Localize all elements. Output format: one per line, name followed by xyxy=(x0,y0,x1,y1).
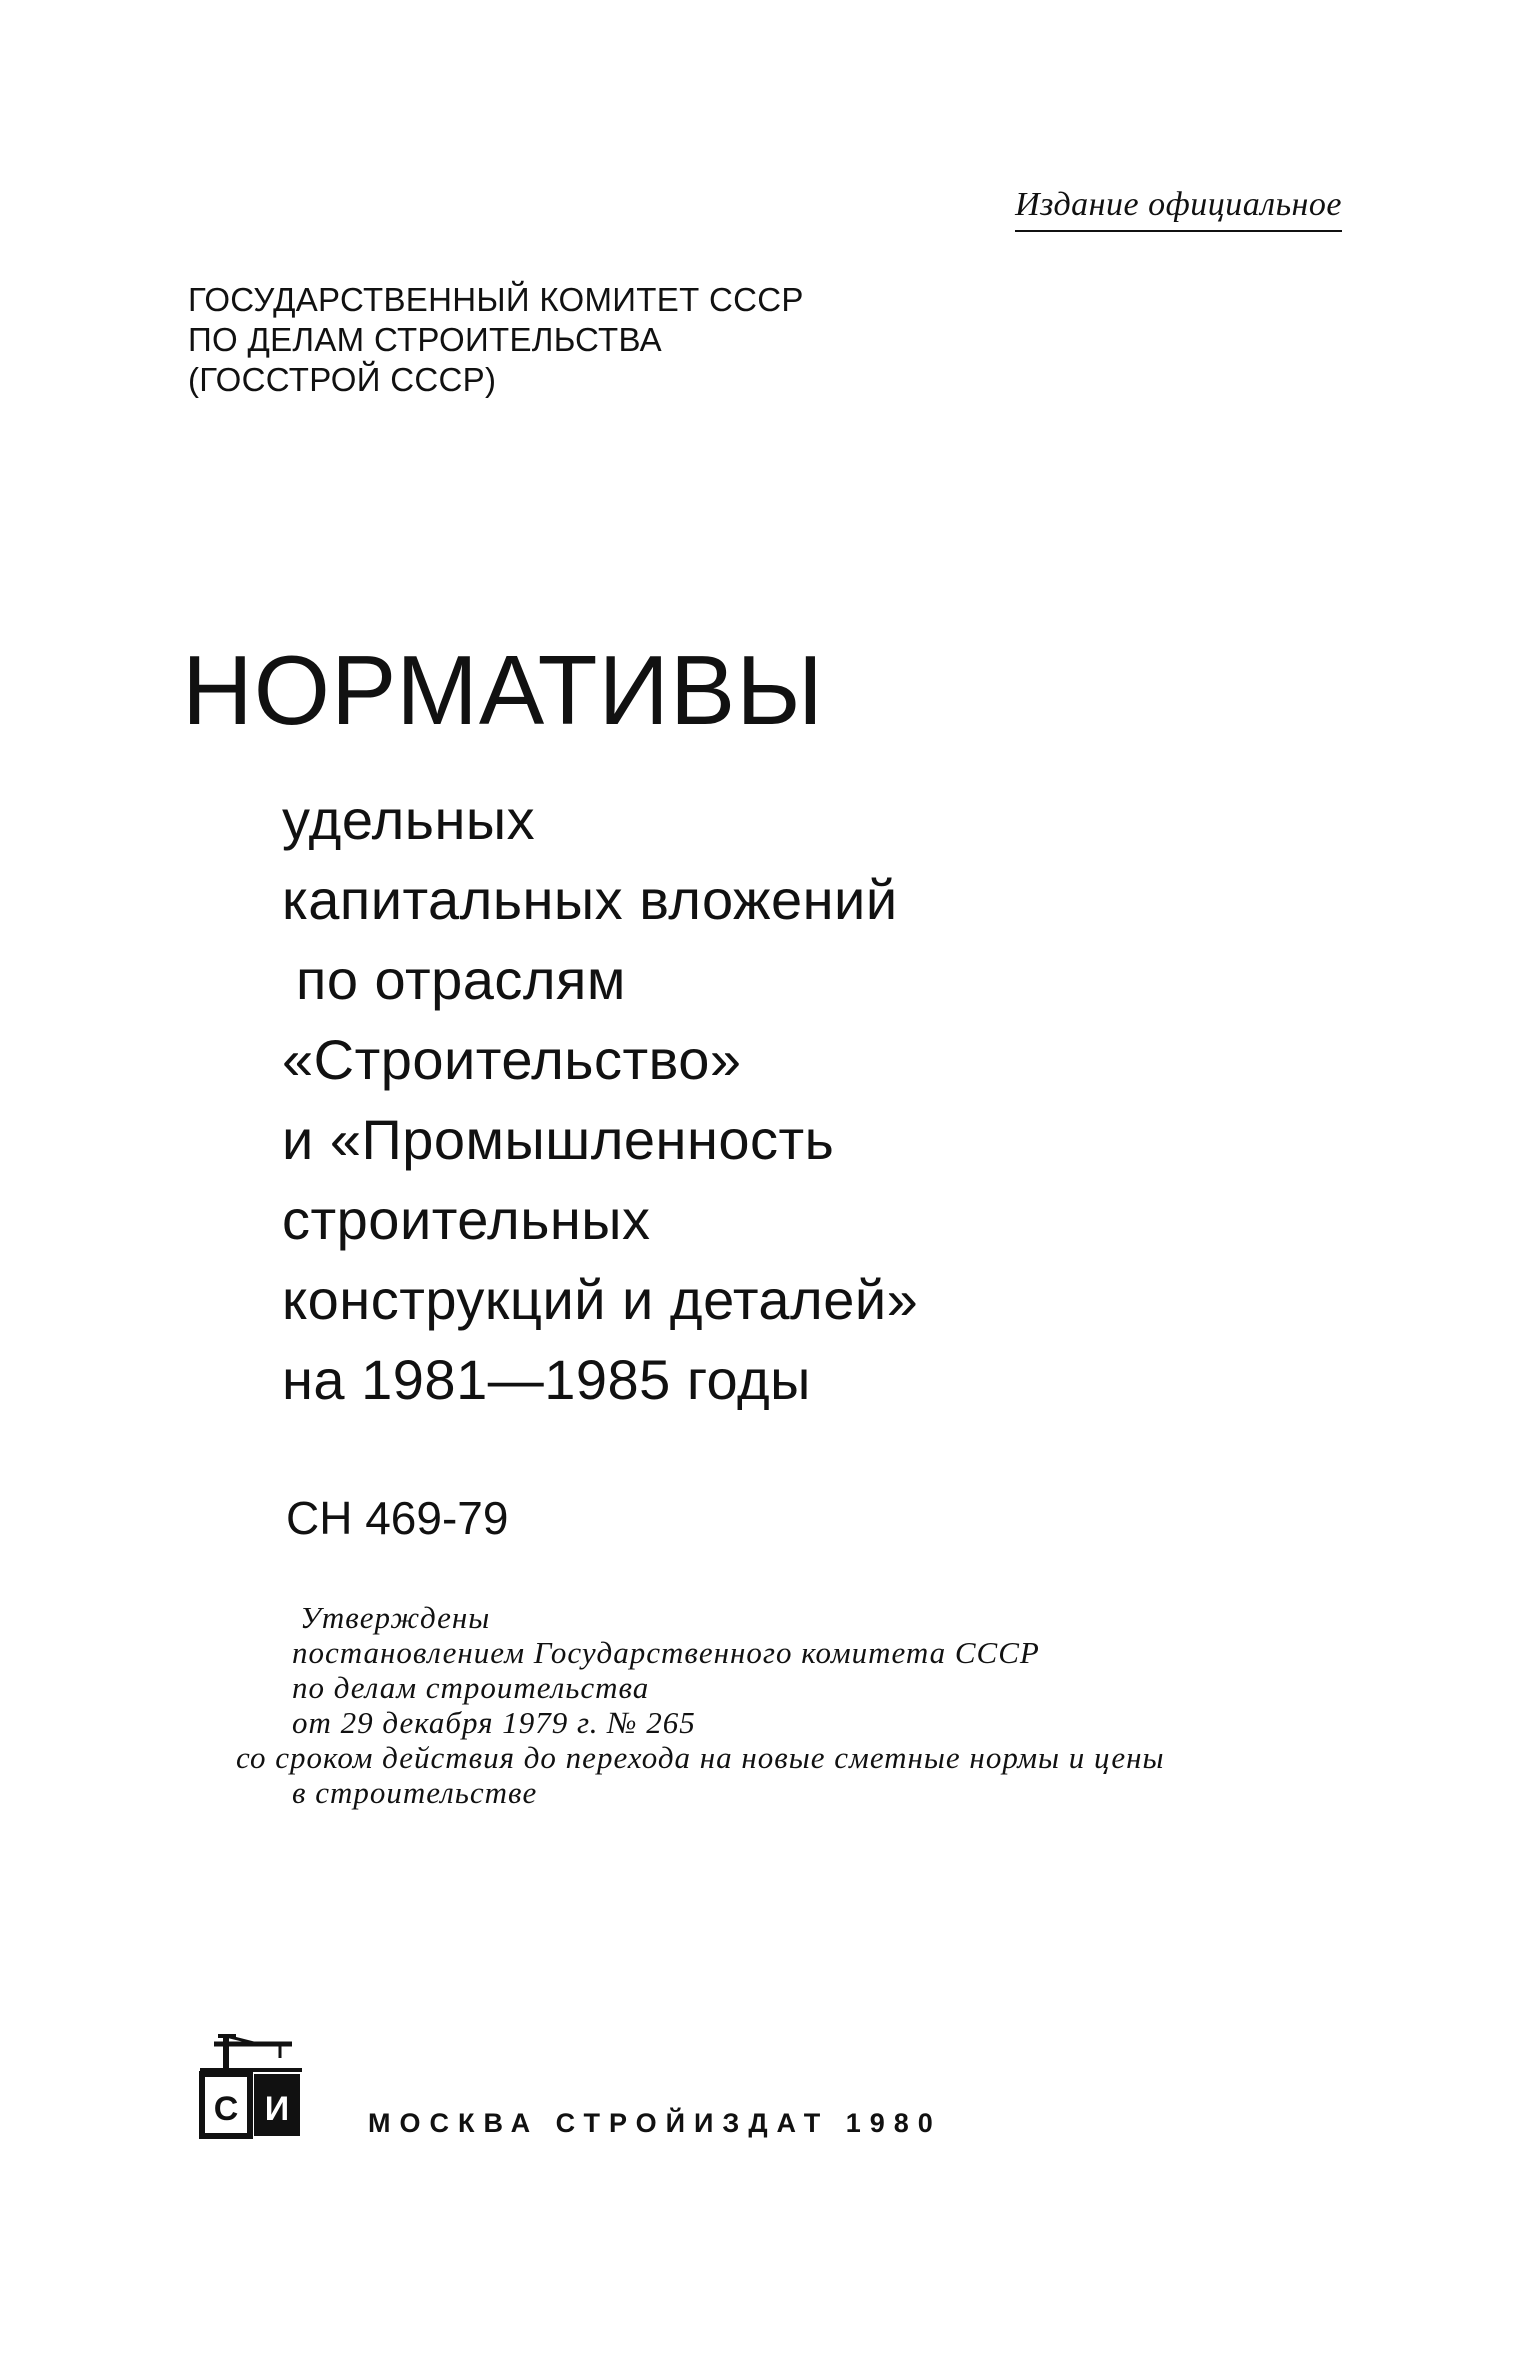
subtitle-line: «Строительство» xyxy=(282,1028,742,1091)
subtitle-line: конструкций и деталей» xyxy=(282,1268,919,1331)
approval-line: постановлением Государственного комитета СССР xyxy=(292,1635,1040,1670)
document-title: НОРМАТИВЫ xyxy=(182,635,825,745)
document-code: СН 469-79 xyxy=(286,1492,509,1544)
subtitle-line: на 1981—1985 годы xyxy=(282,1348,811,1411)
approval-line: Утверждены xyxy=(300,1600,491,1635)
approval-line: в строительстве xyxy=(292,1775,538,1810)
organization-line: ПО ДЕЛАМ СТРОИТЕЛЬСТВА xyxy=(188,321,662,358)
subtitle-line: по отраслям xyxy=(296,948,626,1011)
publisher-line: МОСКВА СТРОЙИЗДАТ 1980 xyxy=(368,2108,942,2138)
subtitle-line: капитальных вложений xyxy=(282,868,898,931)
organization-line: (ГОССТРОЙ СССР) xyxy=(188,361,497,398)
logo-letter: С xyxy=(213,2090,239,2128)
approval-line: от 29 декабря 1979 г. № 265 xyxy=(292,1705,696,1740)
stroyizdat-logo-icon xyxy=(196,2030,306,2142)
approval-block xyxy=(236,1600,1164,1810)
subtitle-line: и «Промышленность xyxy=(282,1108,835,1171)
approval-line: со сроком действия до перехода на новые сметные нормы и цены xyxy=(236,1740,1165,1775)
document-subtitle xyxy=(282,780,918,1420)
organization-line: ГОСУДАРСТВЕННЫЙ КОМИТЕТ СССР xyxy=(188,281,804,318)
subtitle-line: строительных xyxy=(282,1188,651,1251)
logo-letter: И xyxy=(264,2090,290,2128)
organization-block xyxy=(188,280,804,400)
approval-line: по делам строительства xyxy=(292,1670,650,1705)
edition-label: Издание официальное xyxy=(1015,186,1342,232)
subtitle-line: удельных xyxy=(282,788,536,851)
